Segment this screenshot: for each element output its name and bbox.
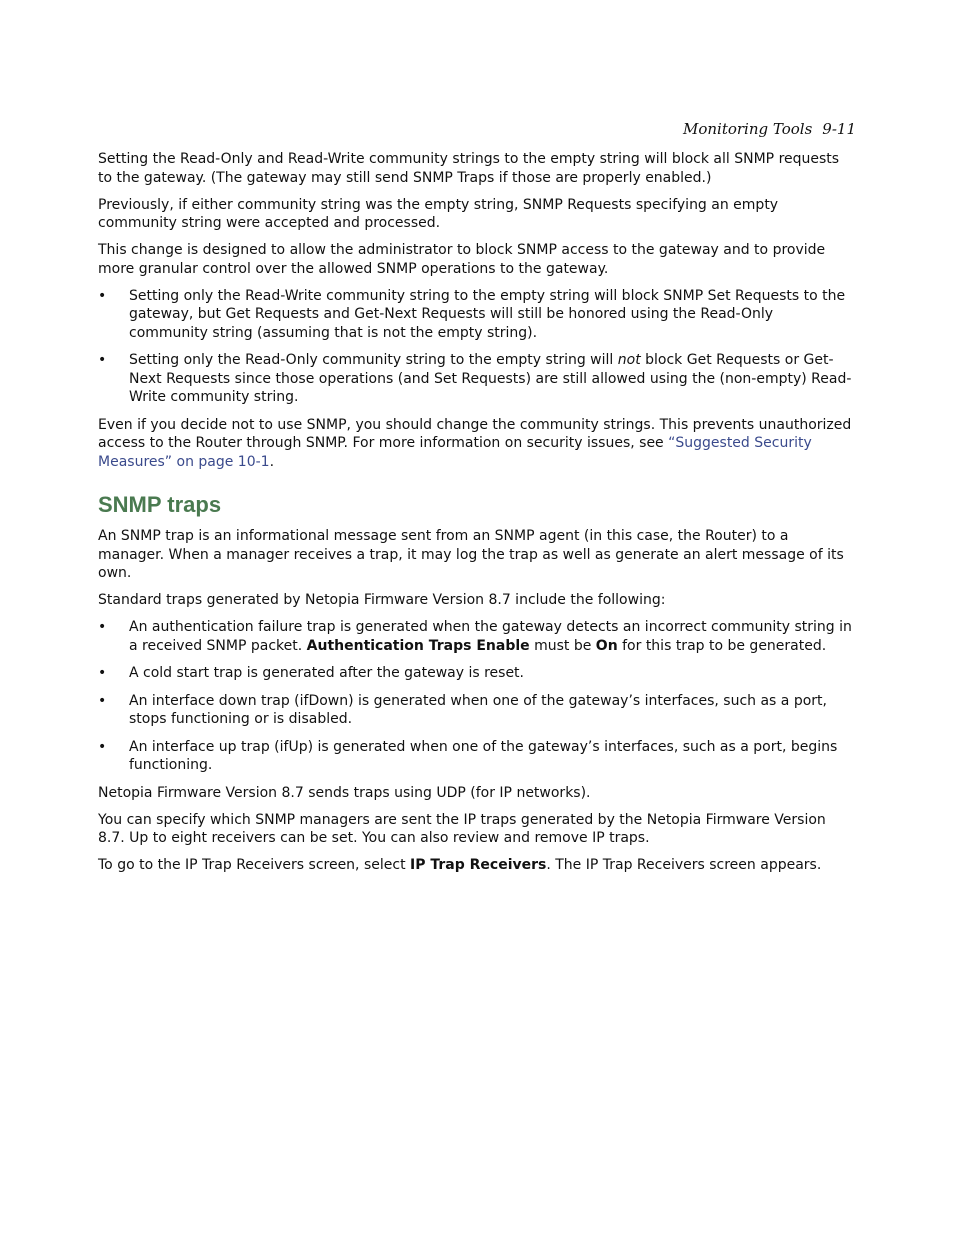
bold-term: IP Trap Receivers [410,857,547,873]
list-item-text: for this trap to be generated. [617,637,827,654]
page-header [98,119,856,139]
paragraph-go-to-screen [98,856,856,875]
paragraph-udp: Netopia Firmware Version 8.7 sends traps using UDP (for IP networks). [98,784,591,801]
community-string-bullets [98,287,856,407]
trap-types-bullets [98,618,856,775]
bullet-icon: • [98,738,107,755]
paragraph-trap-definition: An SNMP trap is an informational message sent from an SNMP agent (in this case, the Router) to a manager. When a manager receives a trap, it may log the trap as well as generate an alert message of its own. [98,528,844,581]
list-item-text: A cold start trap is generated after the gateway is reset. [129,665,525,681]
list-item [98,351,856,407]
paragraph-receivers: You can specify which SNMP managers are sent the IP traps generated by the Netopia Firmware Version 8.7. Up to eight receivers can be set. You can also review and remove IP traps. [98,811,826,846]
header-section-title: Monitoring Tools [682,120,813,138]
list-item [98,738,856,775]
paragraph-change-designed: This change is designed to allow the administrator to block SNMP access to the gateway and to provide more granular control over the allowed SNMP operations to the gateway. [98,242,826,277]
paragraph-text: To go to the IP Trap Receivers screen, select [98,857,411,873]
list-item-text: must be [529,637,596,654]
bold-term: Authentication Traps Enable [306,637,530,654]
bullet-icon: • [98,287,107,304]
header-page-number: 9-11 [822,120,856,138]
bold-term: On [595,637,618,654]
list-item [98,664,856,683]
page-content [98,150,856,883]
paragraph-text: . [269,453,275,470]
bullet-icon: • [98,665,107,681]
list-item-text: An interface up trap (ifUp) is generated when one of the gateway’s interfaces, such as a port, begins functioning. [129,738,838,773]
list-item [98,618,856,655]
bullet-icon: • [98,692,107,709]
bullet-icon: • [98,352,107,368]
emphasis-not: not [617,352,641,368]
list-item [98,287,856,343]
paragraph-standard-traps: Standard traps generated by Netopia Firmware Version 8.7 include the following: [98,592,666,608]
list-item-text: Setting only the Read-Only community string to the empty string will [129,352,618,368]
list-item-text: An interface down trap (ifDown) is generated when one of the gateway’s interfaces, such as a port, stops functioning or is disabled. [129,692,827,727]
paragraph-previously: Previously, if either community string was the empty string, SNMP Requests specifying an empty community string were accepted and processed. [98,196,779,231]
bullet-icon: • [98,619,107,635]
list-item [98,692,856,729]
list-item-text: block Get Requests or Get-Next Requests since those operations (and Set Requests) are still allowed using the (non-empty) Read-Write community string. [129,352,852,405]
list-item-text: An authentication failure trap is generated when the gateway detects an incorrect community string in a received SNMP packet. [129,619,852,654]
paragraph-text: . The IP Trap Receivers screen appears. [546,857,822,873]
paragraph-text: Even if you decide not to use SNMP, you should change the community strings. This prevents unauthorized access to the Router through SNMP. For more information on security issues, see [98,416,852,451]
paragraph-empty-strings: Setting the Read-Only and Read-Write community strings to the empty string will block all SNMP requests to the gateway. (The gateway may still send SNMP Traps if those are properly enabled.) [98,151,840,186]
security-measures-link[interactable]: “Suggested Security Measures” on page 10-1 [98,435,812,470]
section-heading-snmp-traps: SNMP traps [98,492,222,517]
list-item-text: Setting only the Read-Write community string to the empty string will block SNMP Set Requests to the gateway, but Get Requests and Get-Next Requests will still be honored using the Read-Only community string (assuming that is not the empty string). [129,287,846,341]
paragraph-even-if [98,416,856,472]
